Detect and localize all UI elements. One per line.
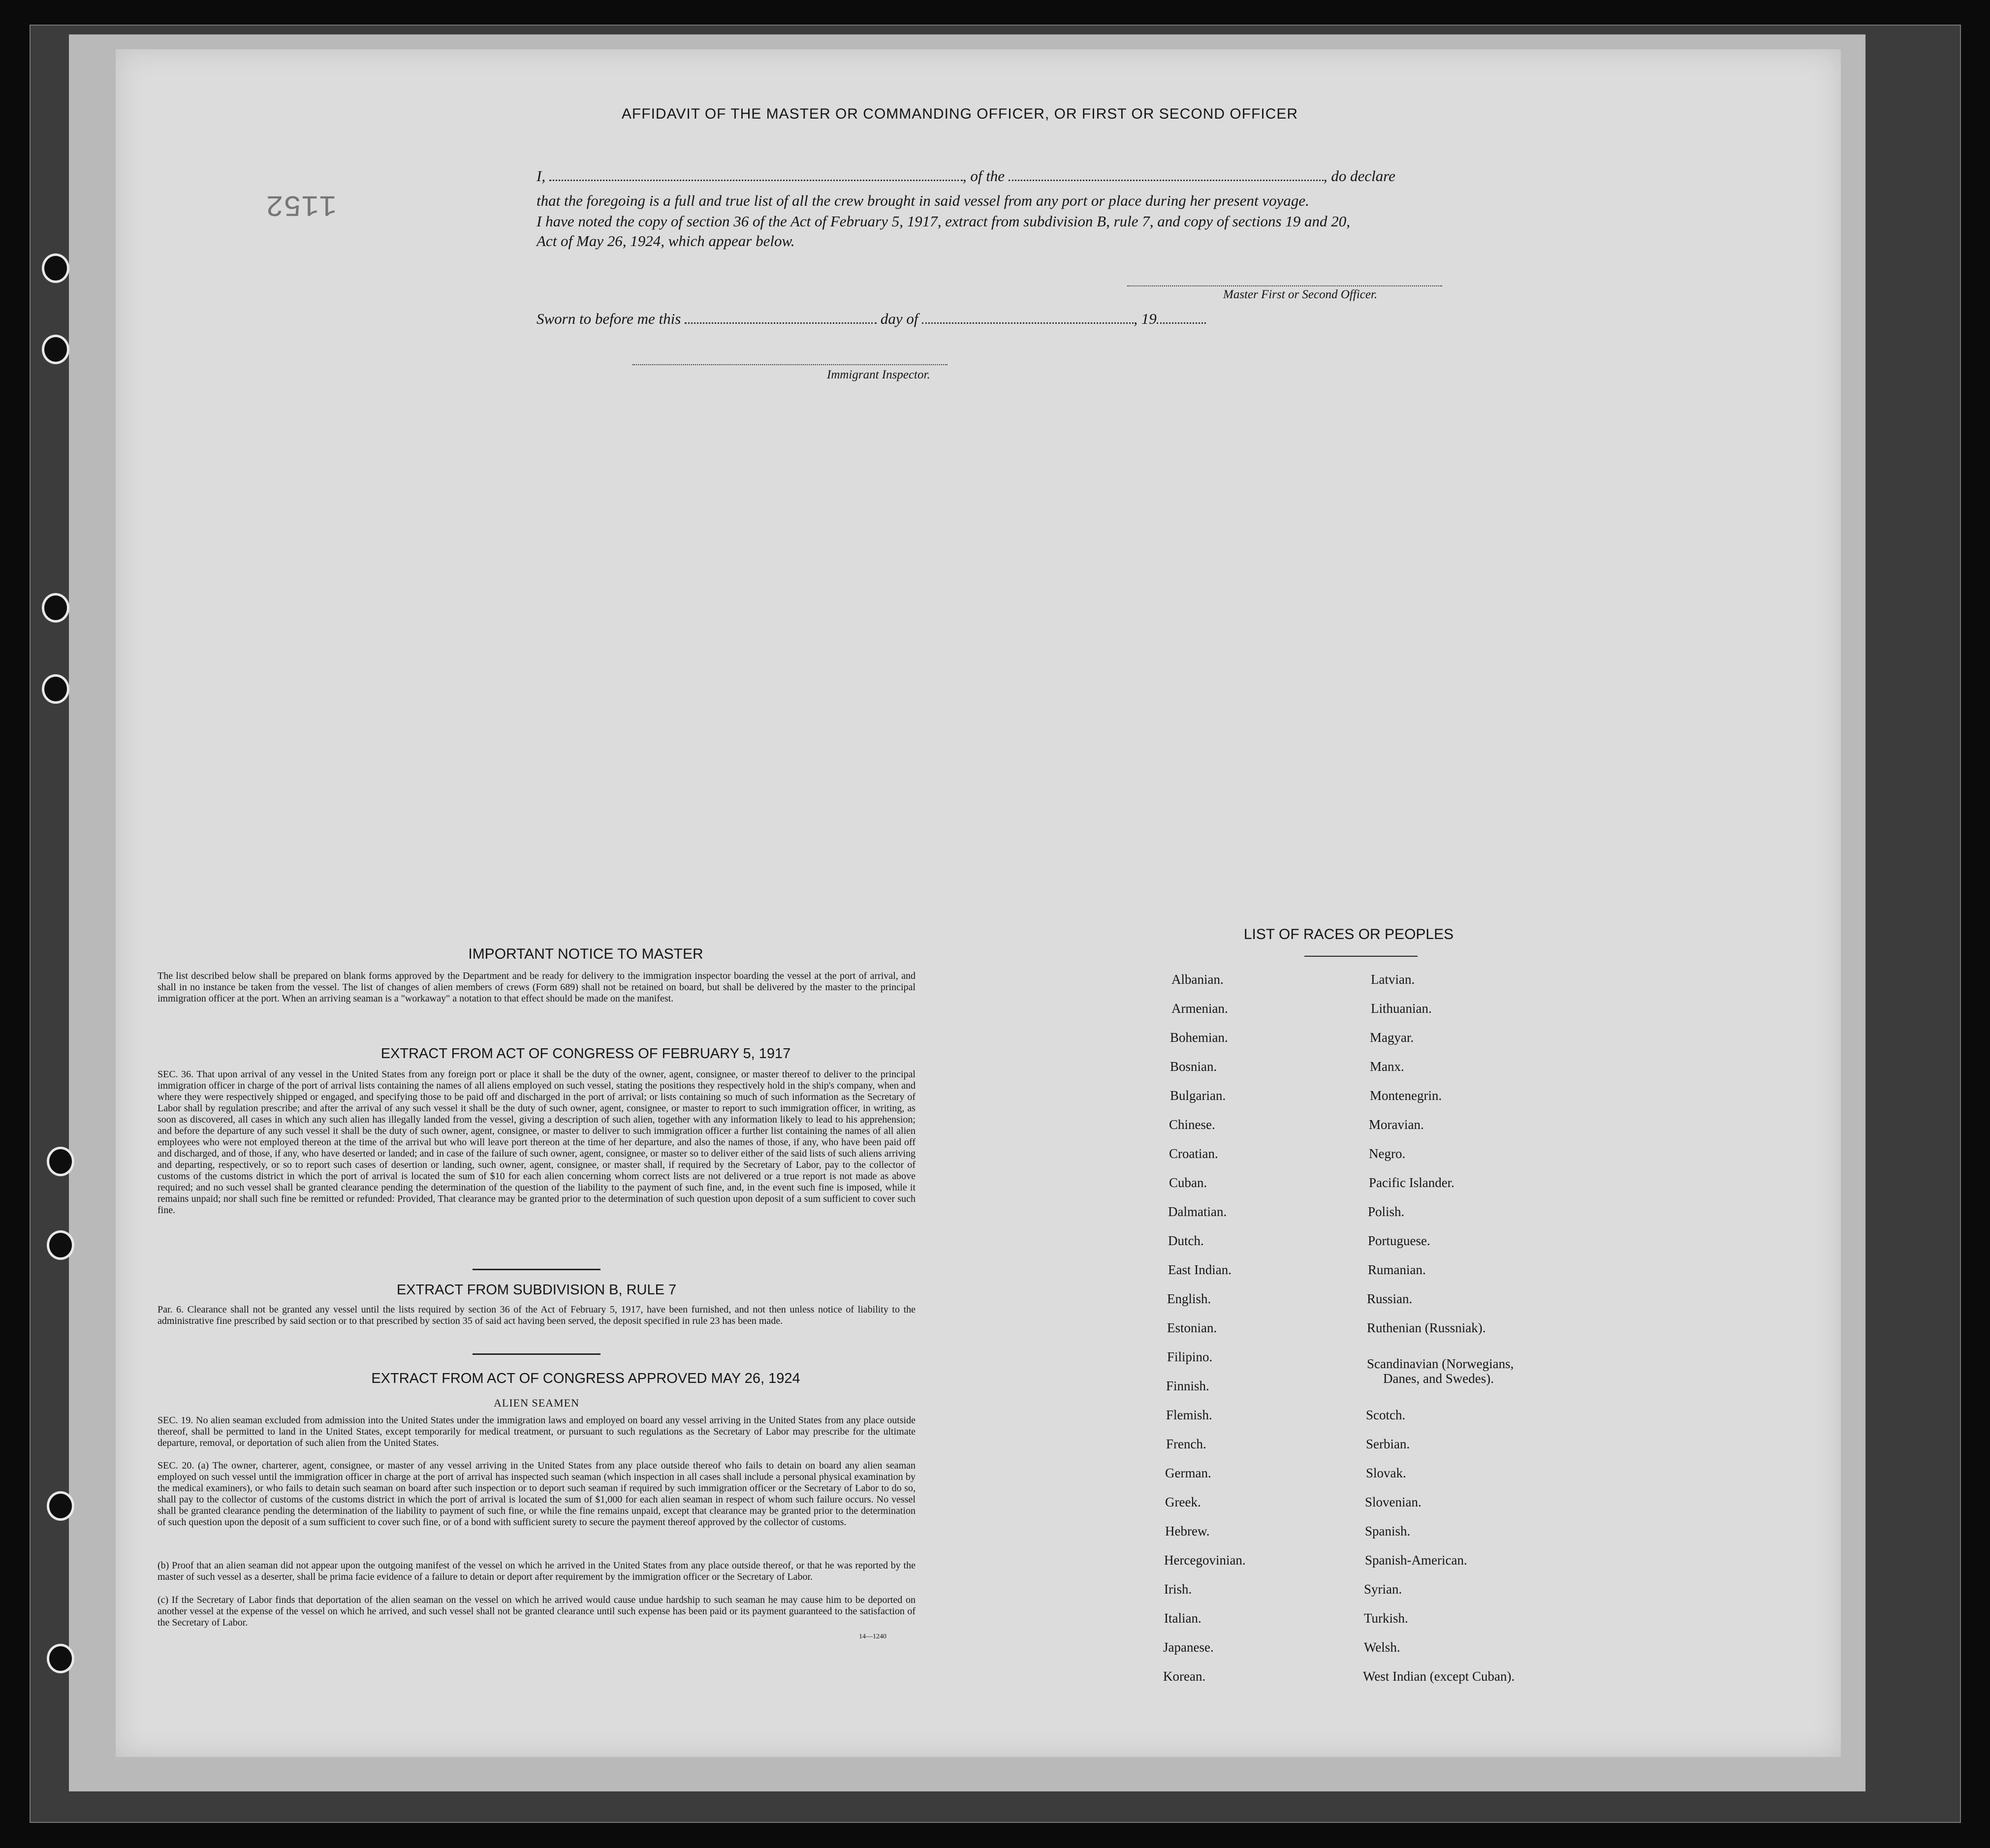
race-item: German. (1165, 1466, 1211, 1480)
race-item: Magyar. (1370, 1030, 1414, 1045)
inspector-signature-line[interactable] (632, 364, 948, 365)
race-item: West Indian (except Cuban). (1363, 1669, 1515, 1684)
race-item: Latvian. (1371, 972, 1415, 987)
year-blank[interactable] (1157, 319, 1206, 324)
race-item: Dutch. (1168, 1233, 1204, 1248)
declaration-line-1: I, , of the , do declare (537, 167, 1395, 185)
race-item: Slovenian. (1365, 1495, 1421, 1509)
punch-hole (47, 1491, 74, 1521)
race-item: Bosnian. (1170, 1059, 1217, 1074)
punch-hole (47, 1147, 74, 1176)
race-item: Cuban. (1169, 1175, 1207, 1190)
extract-1917-title: EXTRACT FROM ACT OF CONGRESS OF FEBRUARY 5, 1917 (380, 1046, 791, 1062)
race-item: Polish. (1368, 1204, 1405, 1219)
subdivision-b-text: Par. 6. Clearance shall not be granted any vessel until the lists required by section 36 of the Act of February 5, 1917, have been furnished, and not then unless notice of liability to the administrative fine prescribed by said section or to that prescribed by section 35 of said act having been served, the deposit specified in rule 23 has been made. (158, 1304, 916, 1326)
punch-hole (42, 674, 69, 704)
race-item: Scotch. (1366, 1408, 1406, 1422)
race-item: Armenian. (1171, 1001, 1228, 1016)
sec-19-text: SEC. 19. No alien seaman excluded from admission into the United States under the immigration laws and employed on board any vessel arriving in the United States from any place outside thereof, shall be permitted to land in the United States, except temporarily for medical treatment, or pursuant to such regulations as the Secretary of Labor may prescribe for the ultimate departure, removal, or deportation of such alien from the United States. (158, 1415, 916, 1448)
race-item: Portuguese. (1368, 1233, 1430, 1248)
race-item: Hercegovinian. (1164, 1553, 1246, 1567)
race-item: Hebrew. (1165, 1524, 1210, 1538)
divider (473, 1269, 600, 1270)
punch-hole (42, 335, 69, 364)
sworn-line: Sworn to before me this day of , 19 (537, 310, 1206, 328)
master-signature-line[interactable] (1127, 285, 1442, 286)
declaration-line-4: Act of May 26, 1924, which appear below. (537, 232, 795, 250)
race-item: Spanish-American. (1365, 1553, 1467, 1567)
race-item: Croatian. (1169, 1146, 1218, 1161)
race-item: Turkish. (1364, 1611, 1408, 1626)
day-blank[interactable] (685, 319, 877, 324)
race-item: Danes, and Swedes). (1383, 1371, 1494, 1386)
sec-20b-text: (b) Proof that an alien seaman did not appear upon the outgoing manifest of the vessel on which he arrived in the United States from any place outside thereof, or that he was reported by the master of such vessel as a deserter, shall be prima facie evidence of a failure to detain or deport after requirement by the immigration officer or the Secretary of Labor. (158, 1560, 916, 1582)
race-item: Chinese. (1169, 1117, 1215, 1132)
declaration-line-2: that the foregoing is a full and true list of all the crew brought in said vessel from any port or place during her present voyage. (537, 192, 1309, 209)
vessel-blank[interactable] (1009, 177, 1324, 181)
race-item: Bohemian. (1170, 1030, 1228, 1045)
punch-hole (42, 593, 69, 623)
race-item: Japanese. (1163, 1640, 1214, 1655)
race-item: Russian. (1367, 1291, 1413, 1306)
race-item: Irish. (1164, 1582, 1192, 1597)
extract-1917-text: SEC. 36. That upon arrival of any vessel in the United States from any foreign port or place it shall be the duty of the owner, agent, consignee, or master thereof to deliver to the principal immigration officer in charge of the port of arrival lists containing the names of all aliens employed on such vessel, stating the positions they respectively hold in the ship's company, when and where they were respectively shipped or engaged, and specifying those to be paid off and discharged in the port of arrival; or lists containing so much of such information as the Secretary of Labor shall by regulation prescribe; and after the arrival of any such vessel it shall be the duty of such owner, agent, consignee, or master to report to such immigration officer, in writing, as soon as discovered, all cases in which any such alien has illegally landed from the vessel, giving a description of such alien, together with any information likely to lead to his apprehension; and before the departure of any such vessel it shall be the duty of such owner, agent, consignee, or master to deliver to such immigration officer a further list containing the names of all alien employees who were not employed thereon at the time of the arrival but who will leave port thereon at the time of her departure, and also the names of those, if any, who have been paid off and discharged, and of those, if any, who have deserted or landed; and in case of the failure of such owner, agent, consignee, or master so to deliver either of the said lists of such aliens arriving and departing, respectively, or so to report such cases of desertion or landing, such owner, agent, consignee, or master shall, if required by the Secretary of Labor, pay to the collector of customs of the customs district in which the port of arrival is located the sum of $10 for each alien concerning whom correct lists are not delivered or a true report is not made as above required; and no such vessel shall be granted clearance pending the determination of the question of the liability to the payment of such fine, and, in the event such fine is imposed, while it remains unpaid; nor shall such fine be remitted or refunded: Provided, That clearance may be granted prior to the determination of such question upon deposit of a sum sufficient to cover such fine. (158, 1069, 916, 1216)
extract-1924-title: EXTRACT FROM ACT OF CONGRESS APPROVED MAY 26, 1924 (371, 1371, 800, 1386)
race-item: East Indian. (1168, 1262, 1232, 1277)
race-item: Scandinavian (Norwegians, (1367, 1356, 1514, 1371)
notice-text: The list described below shall be prepared on blank forms approved by the Department and be ready for delivery to the immigration inspector boarding the vessel at the port of arrival, and shall in no instance be taken from the vessel. The list of changes of alien members of crews (Form 689) shall not be retained on board, but shall be delivered by the master to the principal immigration officer at the port. When an arriving seaman is a "workaway" a notation to that effect should be made on the manifest. (158, 971, 916, 1004)
race-item: Ruthenian (Russniak). (1367, 1320, 1486, 1335)
race-item: French. (1166, 1437, 1206, 1451)
race-item: Montenegrin. (1370, 1088, 1442, 1103)
race-item: Dalmatian. (1168, 1204, 1227, 1219)
race-item: Bulgarian. (1170, 1088, 1226, 1103)
sec-20c-text: (c) If the Secretary of Labor finds that deportation of the alien seaman on the vessel on which he arrived would cause undue hardship to such seaman he may cause him to be deported on another vessel at the expense of the vessel on which he arrived, and such vessel shall not be granted clearance until such expense has been paid or its payment guaranteed to the satisfaction of the Secretary of Labor. (158, 1595, 916, 1628)
punch-hole (42, 253, 69, 283)
race-item: English. (1167, 1291, 1211, 1306)
races-title-underline (1304, 956, 1418, 957)
race-item: Syrian. (1364, 1582, 1402, 1597)
punch-hole (47, 1230, 74, 1260)
race-item: Greek. (1165, 1495, 1201, 1509)
declaration-line-3: I have noted the copy of section 36 of the Act of February 5, 1917, extract from subdivision B, rule 7, and copy of sections 19 and 20, (537, 213, 1351, 230)
name-blank[interactable] (549, 177, 963, 181)
race-item: Flemish. (1166, 1408, 1212, 1422)
race-item: Rumanian. (1368, 1262, 1426, 1277)
form-number: 14—1240 (859, 1633, 886, 1640)
alien-seamen-subtitle: ALIEN SEAMEN (494, 1397, 579, 1409)
sec-20a-text: SEC. 20. (a) The owner, charterer, agent, consignee, or master of any vessel arriving in the United States from any place outside thereof who fails to detain on board any alien seaman employed on such vessel until the immigration officer in charge at the port of arrival has inspected such seaman (which inspection in all cases shall include a personal physical examination by the medical examiners), or who fails to detain such seaman on board after such inspection or to deport such seaman if required by such immigration officer or the Secretary of Labor to do so, shall pay to the collector of customs of the customs district in which the port of arrival is located the sum of $1,000 for each alien seaman in respect of whom such failure occurs. No vessel shall be granted clearance pending the determination of the liability to payment of such fine, or while the fine remains unpaid, except that clearance may be granted prior to the determination of such question upon the deposit of a sum sufficient to cover such fine, or of a bond with sufficient surety to secure the payment thereof approved by the collector of customs. (158, 1460, 916, 1528)
race-item: Estonian. (1167, 1320, 1217, 1335)
race-item: Lithuanian. (1371, 1001, 1432, 1016)
race-item: Spanish. (1365, 1524, 1411, 1538)
race-item: Pacific Islander. (1369, 1175, 1454, 1190)
divider (473, 1353, 600, 1355)
month-blank[interactable] (922, 319, 1134, 324)
race-item: Manx. (1370, 1059, 1404, 1074)
race-item: Slovak. (1366, 1466, 1406, 1480)
race-item: Korean. (1163, 1669, 1206, 1684)
notice-title: IMPORTANT NOTICE TO MASTER (468, 946, 703, 962)
affidavit-title: AFFIDAVIT OF THE MASTER OR COMMANDING OFFICER, OR FIRST OR SECOND OFFICER (621, 106, 1298, 122)
race-item: Italian. (1164, 1611, 1201, 1626)
race-item: Filipino. (1167, 1349, 1213, 1364)
race-item: Negro. (1369, 1146, 1406, 1161)
subdivision-b-title: EXTRACT FROM SUBDIVISION B, RULE 7 (396, 1282, 677, 1298)
punch-hole (47, 1644, 74, 1673)
master-caption: Master First or Second Officer. (1223, 288, 1378, 301)
inspector-caption: Immigrant Inspector. (827, 368, 930, 381)
stamp-number: 1152 (266, 187, 337, 220)
race-item: Welsh. (1364, 1640, 1400, 1655)
race-item: Serbian. (1366, 1437, 1410, 1451)
race-item: Finnish. (1166, 1378, 1209, 1393)
races-title: LIST OF RACES OR PEOPLES (1243, 926, 1454, 942)
race-item: Albanian. (1171, 972, 1224, 987)
race-item: Moravian. (1369, 1117, 1424, 1132)
